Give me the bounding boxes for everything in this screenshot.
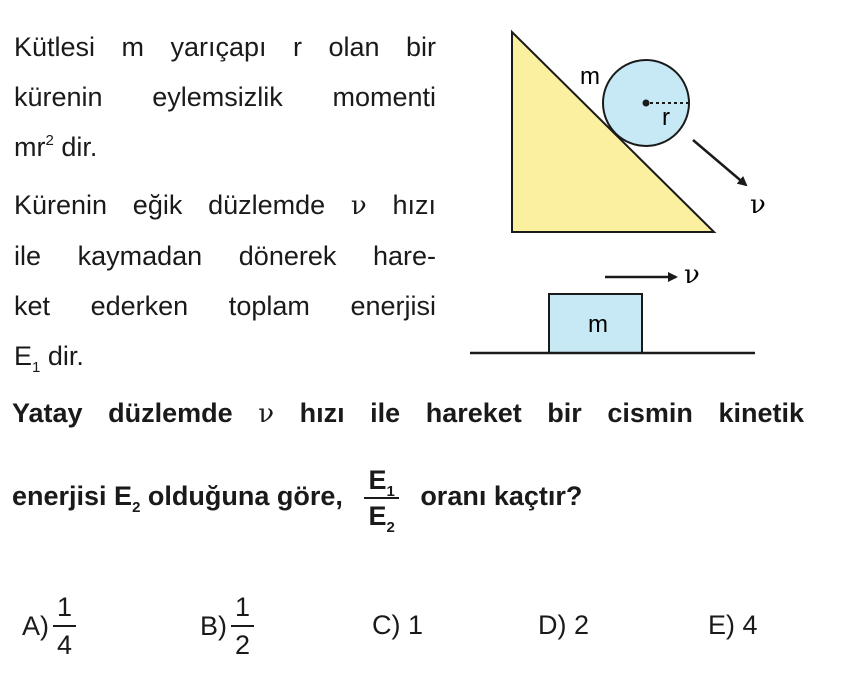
choice-value: 2: [574, 610, 590, 640]
physics-figure: [460, 20, 770, 365]
choice-letter: C): [372, 610, 401, 640]
choice-c[interactable]: [372, 610, 423, 641]
choice-letter: A): [22, 610, 49, 641]
fraction-numerator: 1: [57, 592, 73, 622]
velocity-symbol: ν: [350, 191, 367, 221]
question-line-2: [12, 464, 583, 536]
choice-d[interactable]: [538, 610, 589, 641]
choice-value: 4: [742, 610, 758, 640]
choice-e[interactable]: [708, 610, 758, 641]
text-dir: dir.: [53, 132, 98, 162]
text-dir: dir.: [40, 341, 84, 371]
choice-fraction: [231, 590, 254, 662]
text-E: E: [368, 501, 387, 531]
paragraph-moment-of-inertia: [14, 22, 436, 172]
fraction-numerator: [364, 464, 398, 500]
choice-b[interactable]: [200, 590, 260, 662]
fraction-numerator: 1: [235, 592, 251, 622]
fraction-denominator: 2: [235, 630, 251, 660]
energy-ratio-fraction: [364, 464, 398, 536]
text-line: [14, 331, 436, 381]
text-line: kürenin eylemsizlik momenti: [14, 82, 436, 112]
text-line: [14, 180, 436, 231]
text-line: ile kaymadan dönerek hare-: [14, 241, 436, 271]
text-line: Kütlesi m yarıçapı r olan bir: [14, 32, 436, 62]
text-line: [14, 122, 436, 172]
fraction-bar: [53, 625, 76, 627]
text-E: E: [14, 341, 33, 371]
subscript-2: 2: [132, 499, 141, 517]
text-line: ket ederken toplam enerjisi: [14, 291, 436, 321]
choice-fraction: [53, 590, 76, 662]
incline-velocity-label: ν: [750, 190, 766, 220]
choice-value: 1: [408, 610, 424, 640]
fraction-denominator: [364, 500, 398, 536]
text-span: enerjisi E: [12, 481, 133, 512]
block-velocity-label: ν: [684, 260, 700, 290]
text-span: olduğuna göre,: [140, 481, 343, 512]
fraction-bar: [231, 625, 254, 627]
text-span: oranı kaçtır?: [420, 481, 583, 512]
choice-letter: E): [708, 610, 735, 640]
text-span: hızı ile hareket bir cismin kinetik: [274, 398, 804, 428]
superscript-2: 2: [45, 132, 54, 149]
text-span: Yatay düzlemde: [12, 398, 259, 428]
text-mr: mr: [14, 132, 46, 162]
subscript: 2: [386, 519, 395, 536]
choice-letter: B): [200, 610, 227, 641]
question-line-1: [12, 398, 804, 429]
subscript: 1: [386, 483, 395, 500]
incline-velocity-arrow: [693, 140, 746, 185]
choice-a[interactable]: [22, 590, 82, 662]
block-mass-label: m: [588, 311, 608, 338]
sphere-center-dot: [643, 100, 650, 107]
text-E: E: [368, 465, 387, 495]
velocity-symbol: ν: [258, 399, 275, 429]
choice-letter: D): [538, 610, 567, 640]
radius-label: r: [662, 104, 670, 131]
subscript-1: 1: [32, 359, 41, 376]
sphere-mass-label: m: [580, 63, 600, 90]
text-span: Kürenin eğik düzlemde: [14, 190, 351, 220]
fraction-denominator: 4: [57, 630, 73, 660]
text-span: hızı: [366, 190, 437, 220]
paragraph-rolling-sphere: [14, 180, 436, 381]
